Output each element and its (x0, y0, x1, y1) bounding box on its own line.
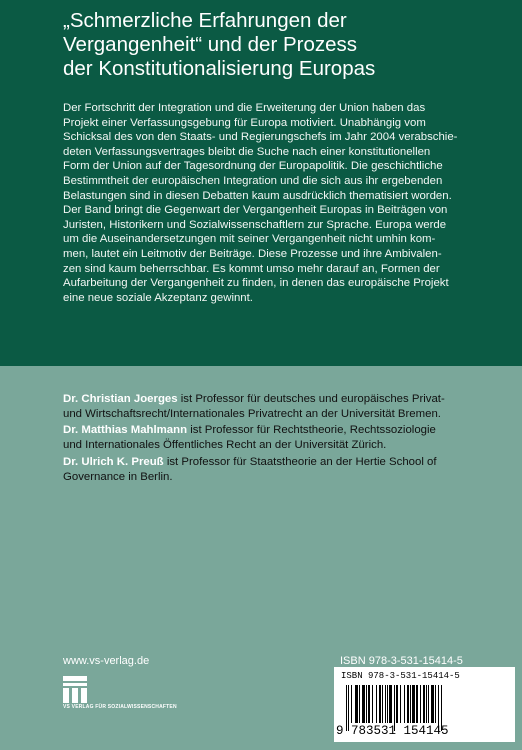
barcode-bar (382, 685, 383, 723)
description-line: deten Verfassungsvertrages bleibt die Suche nach einer konstitutionellen (63, 145, 431, 158)
description-line: Projekt einer Verfassungsgebung für Europa motiviert. Unabhängig vom (63, 116, 426, 129)
barcode-bar (407, 685, 409, 723)
barcode-bar (435, 685, 436, 723)
author-bio-text: Governance in Berlin. (63, 470, 173, 483)
publisher-website[interactable]: www.vs-verlag.de (63, 655, 150, 667)
barcode-bar (372, 685, 373, 723)
barcode-bar (426, 685, 427, 723)
barcode-bar (400, 685, 401, 723)
author-bio-text: und Internationales Öffentliches Recht an der Universität Zürich. (63, 438, 387, 451)
barcode-bar (366, 685, 367, 723)
description-line: Der Band bringt die Gegenwart der Vergangenheit Europas in Beiträgen von (63, 204, 448, 217)
barcode-bar (379, 685, 381, 723)
title-line: der Konstitutionalisierung Europas (63, 57, 376, 80)
author-name: Dr. Ulrich K. Preuß (63, 456, 164, 468)
barcode-bar (396, 685, 398, 723)
barcode-bar (355, 685, 357, 723)
author-bio-text: ist Professor für Rechtstheorie, Rechtssoziologie (187, 424, 436, 436)
description-line: Der Fortschritt der Integration und die Erweiterung der Union haben das (63, 102, 426, 114)
barcode-bar (410, 685, 411, 723)
barcode-bar (351, 685, 352, 723)
author-bio-text: und Wirtschaftsrecht/Internationales Privatrecht an der Universität Bremen. (63, 407, 441, 420)
barcode-bar (387, 685, 388, 723)
title-line: „Schmerzliche Erfahrungen der (63, 9, 347, 32)
publisher-logo-icon (63, 676, 87, 703)
author-bio (63, 423, 508, 452)
barcode-bar (376, 685, 377, 723)
author-name: Dr. Matthias Mahlmann (63, 424, 188, 436)
book-title (63, 9, 493, 81)
description-line: Schicksal des von den Staats- und Regierungschefs im Jahr 2004 verabschie- (63, 131, 458, 144)
author-bio-text: ist Professor für deutsches und europäisches Privat- (177, 393, 445, 405)
description-line: zen sind kaum beherrschbar. Es kommt umso mehr darauf an, Formen der (63, 262, 440, 275)
barcode-bar (428, 685, 429, 723)
author-bio (63, 392, 508, 421)
barcode-bar (389, 685, 392, 723)
barcode-isbn-text: ISBN 978-3-531-15414-5 (341, 671, 460, 681)
barcode-bar (412, 685, 415, 723)
barcode-bar (385, 685, 386, 723)
author-name: Dr. Christian Joerges (63, 393, 178, 405)
title-line: Vergangenheit“ und der Prozess (63, 33, 358, 56)
barcode-bar (416, 685, 418, 723)
barcode-bar (420, 685, 421, 723)
barcode-bar (362, 685, 365, 723)
isbn-label: ISBN 978-3-531-15414-5 (340, 655, 463, 667)
description-line: men, lautet ein Leitmotiv der Beiträge. Diese Prozesse und ihre Ambivalen- (63, 247, 442, 260)
cover-top-panel (0, 0, 522, 366)
description-line: um die Auseinandersetzungen mit seiner Vergangenheit nicht umhin kom- (63, 233, 436, 246)
barcode-bar (359, 685, 360, 723)
description-line: Bestimmtheit der europäischen Integration und die sich aus ihr ergebenden (63, 174, 443, 187)
book-description (63, 101, 508, 305)
description-line: Belastungen sind in diesen Debatten kaum ausdrücklich thematisiert worden. (63, 189, 452, 202)
description-line: Form der Union auf der Tagesordnung der Europapolitik. Die geschichtliche (63, 160, 443, 173)
barcode-bar (431, 685, 434, 723)
description-line: eine neue soziale Akzeptanz gewinnt. (63, 291, 253, 304)
publisher-logo (63, 676, 213, 710)
description-line: Aufarbeitung der Vergangenheit zu finden, in denen das europäische Projekt (63, 277, 449, 290)
publisher-logo-text: VS VERLAG FÜR SOZIALWISSENSCHAFTEN (63, 704, 177, 710)
author-bio (63, 455, 508, 484)
barcode-digits: 9 783531 154145 (336, 724, 449, 738)
barcode (334, 667, 515, 742)
barcode-bar (404, 685, 405, 723)
barcode-bar (423, 685, 425, 723)
author-bio-text: ist Professor für Staatstheorie an der Hertie School of (163, 456, 437, 468)
description-line: Juristen, Historikern und Sozialwissenschaftlern zur Sprache. Europa werde (63, 218, 447, 231)
barcode-bar (368, 685, 370, 723)
